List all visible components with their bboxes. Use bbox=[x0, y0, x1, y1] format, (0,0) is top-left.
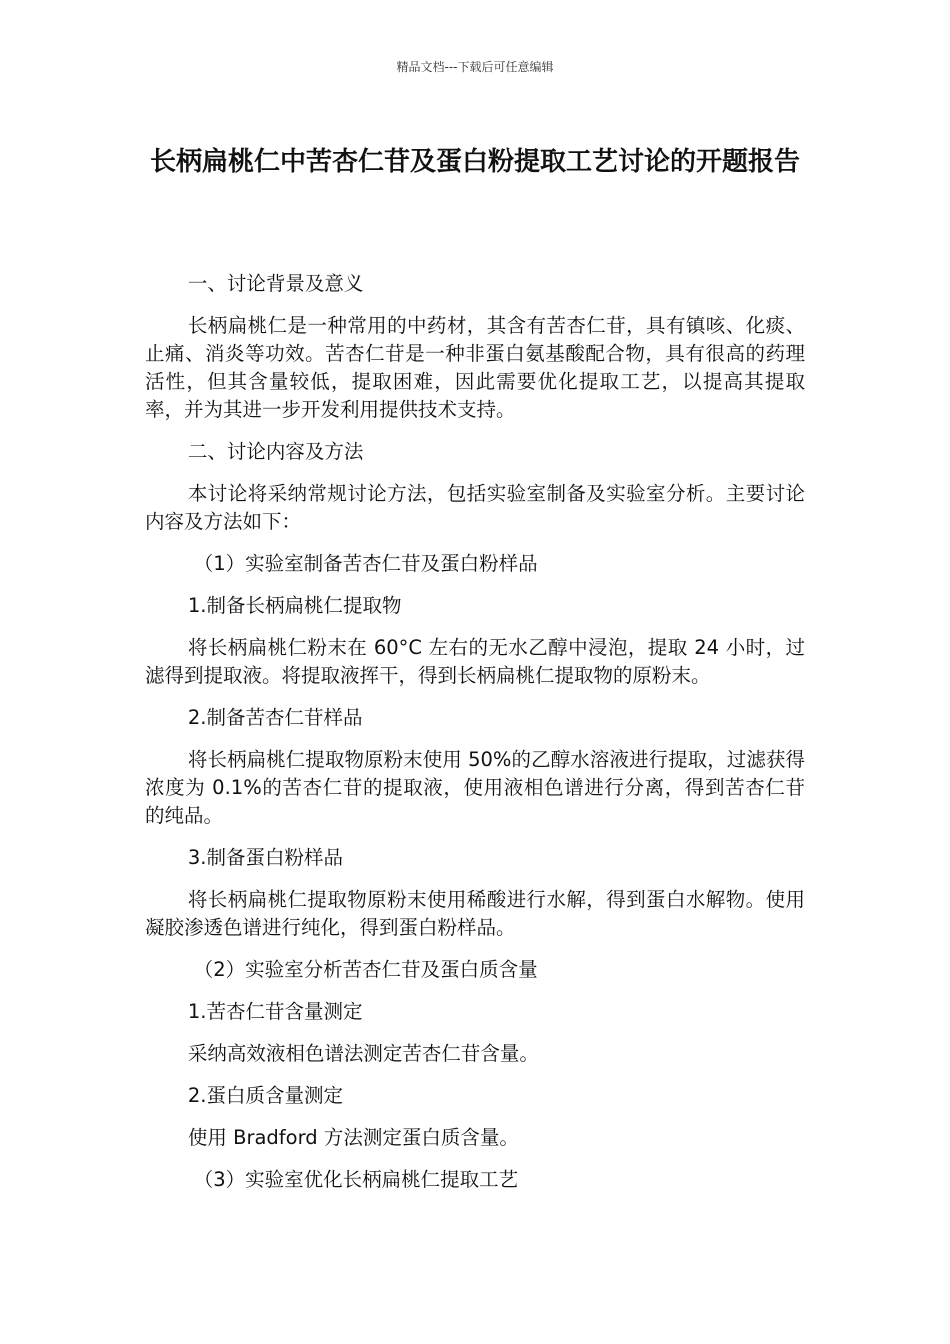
item-heading-amygdalin-sample: 2.制备苦杏仁苷样品 bbox=[187, 706, 363, 729]
document-body bbox=[145, 270, 805, 1208]
paragraph-protein-content: 使用 Bradford 方法测定蛋白质含量。 bbox=[187, 1126, 519, 1149]
item-heading-amygdalin-content: 1.苦杏仁苷含量测定 bbox=[187, 1000, 363, 1023]
document-title: 长柄扁桃仁中苦杏仁苷及蛋白粉提取工艺讨论的开题报告 bbox=[149, 147, 800, 177]
header-note: 精品文档---下载后可任意编辑 bbox=[396, 60, 554, 74]
paragraph-extract: 将长柄扁桃仁粉末在 60°C 左右的无水乙醇中浸泡，提取 24 小时，过滤得到提取液。将提取液挥干，得到长柄扁桃仁提取物的原粉末。 bbox=[145, 636, 805, 687]
subsection-heading-optimization: （3）实验室优化长柄扁桃仁提取工艺 bbox=[193, 1168, 519, 1191]
subsection-heading-analysis: （2）实验室分析苦杏仁苷及蛋白质含量 bbox=[193, 958, 538, 981]
item-heading-extract: 1.制备长柄扁桃仁提取物 bbox=[187, 594, 402, 617]
paragraph-methods-intro: 本讨论将采纳常规讨论方法，包括实验室制备及实验室分析。主要讨论内容及方法如下： bbox=[145, 482, 805, 533]
section-heading-background: 一、讨论背景及意义 bbox=[187, 272, 364, 295]
item-heading-protein-content: 2.蛋白质含量测定 bbox=[187, 1084, 343, 1107]
item-heading-protein-sample: 3.制备蛋白粉样品 bbox=[187, 846, 343, 869]
paragraph-background: 长柄扁桃仁是一种常用的中药材，其含有苦杏仁苷，具有镇咳、化痰、止痛、消炎等功效。苦杏仁苷是一种非蛋白氨基酸配合物，具有很高的药理活性，但其含量较低，提取困难，因此需要优化提取工艺，以提高其提取率，并为其进一步开发利用提供技术支持。 bbox=[145, 314, 805, 421]
section-heading-methods: 二、讨论内容及方法 bbox=[187, 440, 364, 463]
paragraph-amygdalin-sample: 将长柄扁桃仁提取物原粉末使用 50%的乙醇水溶液进行提取，过滤获得浓度为 0.1%的苦杏仁苷的提取液，使用液相色谱进行分离，得到苦杏仁苷的纯品。 bbox=[145, 748, 805, 827]
subsection-heading-preparation: （1）实验室制备苦杏仁苷及蛋白粉样品 bbox=[193, 552, 538, 575]
paragraph-amygdalin-content: 采纳高效液相色谱法测定苦杏仁苷含量。 bbox=[187, 1042, 539, 1065]
paragraph-protein-sample: 将长柄扁桃仁提取物原粉末使用稀酸进行水解，得到蛋白水解物。使用凝胶渗透色谱进行纯化，得到蛋白粉样品。 bbox=[145, 888, 805, 939]
